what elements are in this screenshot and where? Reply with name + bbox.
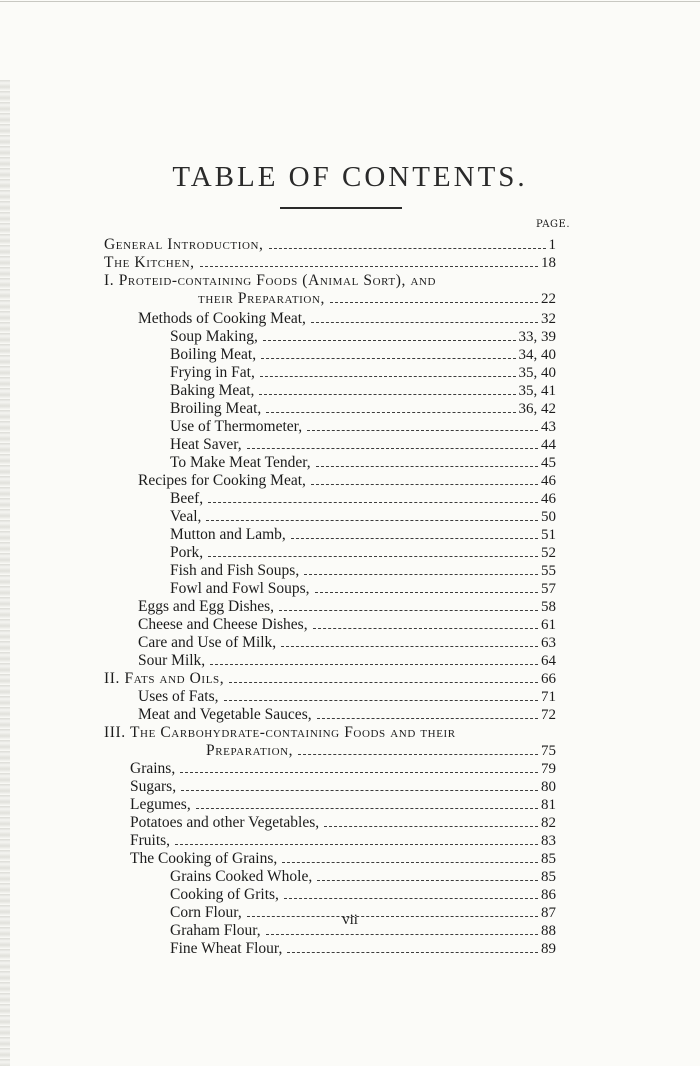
dot-leader bbox=[317, 718, 538, 719]
toc-entry-page: 1 bbox=[548, 237, 556, 253]
toc-entry bbox=[170, 490, 556, 508]
toc-entry-label: Sour Milk, bbox=[138, 652, 206, 669]
toc-entry-page: 55 bbox=[541, 563, 556, 579]
toc-entry bbox=[170, 400, 556, 418]
dot-leader bbox=[210, 664, 538, 665]
dot-leader bbox=[175, 844, 538, 845]
dot-leader bbox=[311, 322, 538, 323]
toc-entry-page: 22 bbox=[541, 291, 556, 307]
dot-leader bbox=[304, 574, 538, 575]
toc-entry-page: 87 bbox=[541, 905, 556, 921]
toc-entry-label: I. Proteid-containing Foods (Animal Sort), and bbox=[104, 272, 437, 289]
dot-leader bbox=[287, 952, 538, 953]
toc-entry-page: 80 bbox=[541, 779, 556, 795]
toc-entry-label: Care and Use of Milk, bbox=[138, 634, 277, 651]
toc-entry-page: 58 bbox=[541, 599, 556, 615]
toc-entry-label: Graham Flour, bbox=[170, 922, 261, 939]
toc-entry-label: Grains Cooked Whole, bbox=[170, 868, 313, 885]
dot-leader bbox=[208, 502, 538, 503]
toc-entry-page: 35, 40 bbox=[518, 365, 556, 381]
toc-entry-label: Veal, bbox=[170, 508, 202, 525]
toc-entry-page: 34, 40 bbox=[518, 347, 556, 363]
toc-entry-page: 32 bbox=[541, 311, 556, 327]
dot-leader bbox=[181, 790, 538, 791]
toc-entry-page: 64 bbox=[541, 653, 556, 669]
toc-entry bbox=[138, 310, 556, 328]
toc-entry-page: 43 bbox=[541, 419, 556, 435]
toc-entry-label: Corn Flour, bbox=[170, 904, 242, 921]
toc-entry-page: 36, 42 bbox=[518, 401, 556, 417]
dot-leader bbox=[291, 538, 538, 539]
dot-leader bbox=[208, 556, 538, 557]
toc-entry bbox=[130, 850, 556, 868]
toc-entry bbox=[170, 508, 556, 526]
toc-entry bbox=[104, 724, 556, 742]
dot-leader bbox=[317, 880, 538, 881]
toc-entry-label: Methods of Cooking Meat, bbox=[138, 310, 306, 327]
toc-entry-label: Sugars, bbox=[130, 778, 177, 795]
toc-entry-label: Fruits, bbox=[130, 832, 171, 849]
dot-leader bbox=[206, 520, 538, 521]
dot-leader bbox=[247, 448, 538, 449]
dot-leader bbox=[196, 808, 538, 809]
toc-entry-label: The Cooking of Grains, bbox=[130, 850, 278, 867]
toc-entry bbox=[130, 796, 556, 814]
toc-entry-page: 72 bbox=[541, 707, 556, 723]
toc-entry-page: 46 bbox=[541, 473, 556, 489]
toc-entry-label: Eggs and Egg Dishes, bbox=[138, 598, 275, 615]
dot-leader bbox=[200, 266, 538, 267]
toc-entry-page: 57 bbox=[541, 581, 556, 597]
dot-leader bbox=[263, 340, 516, 341]
toc-entry-label: Fish and Fish Soups, bbox=[170, 562, 300, 579]
dot-leader bbox=[259, 394, 515, 395]
dot-leader bbox=[224, 700, 538, 701]
dot-leader bbox=[282, 862, 538, 863]
toc-entry-page: 86 bbox=[541, 887, 556, 903]
toc-entry-page: 46 bbox=[541, 491, 556, 507]
toc-entry-label: Legumes, bbox=[130, 796, 191, 813]
toc-entry-label: To Make Meat Tender, bbox=[170, 454, 311, 471]
dot-leader bbox=[269, 248, 546, 249]
toc-entry-page: 33, 39 bbox=[518, 329, 556, 345]
toc-entry-label: The Kitchen, bbox=[104, 254, 195, 271]
toc-entry bbox=[170, 544, 556, 562]
toc-entry bbox=[170, 886, 556, 904]
toc-entry bbox=[138, 598, 556, 616]
toc-entry-label: Cooking of Grits, bbox=[170, 886, 279, 903]
toc-entry bbox=[130, 832, 556, 850]
toc-entry-page: 45 bbox=[541, 455, 556, 471]
toc-entry-page: 83 bbox=[541, 833, 556, 849]
toc-entry-page: 85 bbox=[541, 851, 556, 867]
toc-entry-page: 79 bbox=[541, 761, 556, 777]
toc-entry bbox=[138, 472, 556, 490]
dot-leader bbox=[311, 484, 538, 485]
toc-entry-label: Recipes for Cooking Meat, bbox=[138, 472, 306, 489]
dot-leader bbox=[266, 412, 515, 413]
toc-entry-label: Boiling Meat, bbox=[170, 346, 257, 363]
dot-leader bbox=[279, 610, 538, 611]
toc-entry bbox=[170, 328, 556, 346]
toc-entry bbox=[170, 940, 556, 958]
dot-leader bbox=[315, 592, 538, 593]
toc-entry bbox=[138, 616, 556, 634]
page-folio: vii bbox=[342, 912, 358, 928]
toc-entry-label: Fine Wheat Flour, bbox=[170, 940, 283, 957]
dot-leader bbox=[330, 302, 538, 303]
toc-entry bbox=[170, 526, 556, 544]
dot-leader bbox=[281, 646, 538, 647]
toc-entry bbox=[104, 236, 556, 254]
dot-leader bbox=[324, 826, 538, 827]
toc-entry bbox=[138, 634, 556, 652]
toc-entry-page: 63 bbox=[541, 635, 556, 651]
dot-leader bbox=[261, 358, 515, 359]
toc-entry-label: their Preparation, bbox=[198, 290, 325, 307]
dot-leader bbox=[313, 628, 538, 629]
toc-entry-page: 18 bbox=[541, 255, 556, 271]
toc-entry bbox=[170, 454, 556, 472]
toc-entry-label: Uses of Fats, bbox=[138, 688, 219, 705]
toc-entry-page: 35, 41 bbox=[518, 383, 556, 399]
toc-entry-label: Frying in Fat, bbox=[170, 364, 255, 381]
toc-entry bbox=[138, 652, 556, 670]
dot-leader bbox=[298, 754, 538, 755]
toc-entry bbox=[206, 742, 556, 760]
toc-entry-page: 85 bbox=[541, 869, 556, 885]
page-column-heading: PAGE. bbox=[536, 219, 570, 230]
toc-entry-page: 61 bbox=[541, 617, 556, 633]
toc-entry-page: 66 bbox=[541, 671, 556, 687]
toc-entry-label: Grains, bbox=[130, 760, 176, 777]
toc-entry-page: 52 bbox=[541, 545, 556, 561]
toc-entry bbox=[130, 814, 556, 832]
toc-entry-label: Heat Saver, bbox=[170, 436, 242, 453]
toc-entry-page: 89 bbox=[541, 941, 556, 957]
toc-entry-label: Preparation, bbox=[206, 742, 294, 759]
toc-entry-page: 81 bbox=[541, 797, 556, 813]
toc-entry bbox=[104, 670, 556, 688]
toc-entry-label: Potatoes and other Vegetables, bbox=[130, 814, 320, 831]
toc-entry bbox=[130, 760, 556, 778]
toc-entry bbox=[170, 364, 556, 382]
toc-entry bbox=[104, 272, 556, 290]
toc-entry bbox=[138, 688, 556, 706]
toc-entry bbox=[170, 580, 556, 598]
toc-entry bbox=[130, 778, 556, 796]
dot-leader bbox=[307, 430, 538, 431]
toc-entry-label: Use of Thermometer, bbox=[170, 418, 303, 435]
toc-entry-page: 82 bbox=[541, 815, 556, 831]
dot-leader bbox=[266, 934, 538, 935]
toc-entry-label: Pork, bbox=[170, 544, 204, 561]
toc-entry-label: General Introduction, bbox=[104, 236, 264, 253]
toc-entry-label: Fowl and Fowl Soups, bbox=[170, 580, 310, 597]
dot-leader bbox=[229, 682, 538, 683]
toc-entry bbox=[170, 346, 556, 364]
toc-entry-page: 50 bbox=[541, 509, 556, 525]
toc-entry-page: 44 bbox=[541, 437, 556, 453]
dot-leader bbox=[316, 466, 538, 467]
dot-leader bbox=[284, 898, 538, 899]
toc-entry-label: II. Fats and Oils, bbox=[104, 670, 225, 687]
toc-entry bbox=[138, 706, 556, 724]
toc-entry-label: Cheese and Cheese Dishes, bbox=[138, 616, 308, 633]
toc-entry-label: Soup Making, bbox=[170, 328, 258, 345]
toc-entry-page: 88 bbox=[541, 923, 556, 939]
toc-entry-label: Mutton and Lamb, bbox=[170, 526, 286, 543]
toc-entry bbox=[198, 290, 556, 308]
page-title: TABLE OF CONTENTS. bbox=[172, 161, 528, 193]
toc-entry-page: 75 bbox=[541, 743, 556, 759]
toc-entry-page: 71 bbox=[541, 689, 556, 705]
toc-entry bbox=[170, 868, 556, 886]
toc-entry-label: III. The Carbohydrate-containing Foods and their bbox=[104, 724, 456, 741]
toc-entry-page: 51 bbox=[541, 527, 556, 543]
toc-entry-label: Broiling Meat, bbox=[170, 400, 262, 417]
toc-entry-label: Baking Meat, bbox=[170, 382, 255, 399]
toc-entry bbox=[170, 418, 556, 436]
toc-entry-label: Meat and Vegetable Sauces, bbox=[138, 706, 312, 723]
toc-entry bbox=[104, 254, 556, 272]
toc-entry bbox=[170, 436, 556, 454]
toc-entry bbox=[170, 382, 556, 400]
toc-entry bbox=[170, 562, 556, 580]
dot-leader bbox=[260, 376, 516, 377]
toc-entry-label: Beef, bbox=[170, 490, 204, 507]
dot-leader bbox=[180, 772, 538, 773]
